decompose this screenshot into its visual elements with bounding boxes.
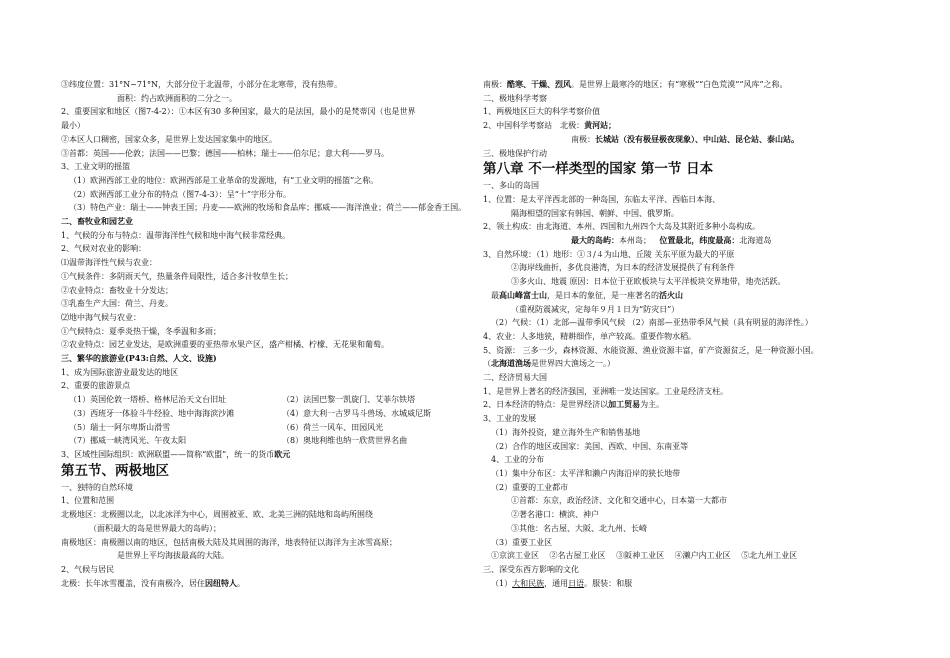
fishing-ground: 北海道渔场 <box>491 358 531 369</box>
capital-tokyo: ①首都：东京，政治经济、文化和交通中心，日本第一大都市 <box>511 496 727 506</box>
culture-end: 。服装：和服 <box>584 578 633 588</box>
disaster-day-line: （重视防震减灾，定每年９月１日为“防灾日”） <box>511 304 680 314</box>
fuji-pre: 最 <box>491 290 499 300</box>
tour-row <box>61 393 466 407</box>
countries-line-cont: 最小） <box>61 121 85 131</box>
yamato-people: 大和民族 <box>512 578 545 588</box>
tour-spot: （5）瑞士一阿尔卑斯山滑雪 <box>69 422 171 432</box>
coastline-line: ②海岸线曲折，多优良港湾，为日本的经济发展提供了有利条件 <box>511 263 735 273</box>
economy-feature-pre: 2、日本经济的特点：是世界经济以 <box>483 400 609 410</box>
japan-territory: 2、领土构成：由北海道、本州、四国和九州四个大岛及其附近多种小岛构成。 <box>483 222 761 232</box>
partner-regions: （2）合作的地区或国家：美国、西欧、中国、东南亚等 <box>491 441 689 451</box>
right-column <box>483 78 903 590</box>
tour-spot: （1）英国伦敦一塔桥、格林尼治天文台旧址 <box>69 395 227 405</box>
polar-science-heading: 二、极地科学考察 <box>483 93 547 103</box>
industrial-zone: ④濑户内工业区 <box>674 551 731 561</box>
culture-heading: 三、深受东西方影响的文化 <box>483 564 579 574</box>
overseas-investment: （1）海外投资，建立海外生产和销售基地 <box>491 427 641 437</box>
mediterranean-climate: ⑵地中海气候与农业： <box>61 312 141 322</box>
arctic-line-cont: （面积最大的岛是世界最大的岛屿）； <box>89 523 221 533</box>
industry-heading: 3、工业文明的摇篮 <box>61 162 131 172</box>
arctic-station: 黄河站； <box>584 120 617 131</box>
largest-island-label: 最大的岛屿： <box>571 235 619 246</box>
fishing-open: （ <box>483 359 491 369</box>
antarctic-line: 南极地区：南极圈以南的地区，包括南极大陆及其周围的海洋，地表特征以海洋为主冰雪高原； <box>61 537 397 547</box>
tour-row <box>61 434 466 448</box>
economy-strong: 1、是世界上著名的经济强国，亚洲唯一发达国家。工业是经济支柱。 <box>483 386 729 396</box>
industrial-zone: ①京滨工业区 <box>491 551 539 561</box>
industrial-zone: ②名古屋工业区 <box>549 551 606 561</box>
fishing-ground-line <box>483 357 903 371</box>
stations-line <box>483 119 903 133</box>
antarctic-desc: 。是世界上最寒冷的地区；有“寒极”“白色荒漠”“风库”之称。 <box>571 80 788 89</box>
industry-status: （1）欧洲西部工业的地位：欧洲西部是工业革命的发源地，有“工业文明的摇篮”之称。 <box>69 175 379 185</box>
section-heading-agriculture: 二、畜牧业和园艺业 <box>61 216 133 227</box>
arctic-climate-text: 北极：长年冰雪覆盖，没有南极冷，居住 <box>61 578 205 588</box>
population-line: ②本区人口稠密，国家众多，是世界上发达国家集中的地区。 <box>61 134 277 144</box>
polar-climate-heading: 2、气候与居民 <box>61 564 115 574</box>
fishing-desc: 是世界四大渔场之一。） <box>531 359 615 369</box>
euro-text: 欧元 <box>274 448 291 459</box>
arctic-climate-line <box>61 577 466 591</box>
antarctic-label: 南极： <box>483 80 507 89</box>
section-heading-tourism: 三、繁华的旅游业(P43:自然、人文、设施) <box>61 353 217 364</box>
antarctic-station-label: 南极： <box>571 134 595 144</box>
northernmost-label: 位置最北，纬度最高： <box>651 235 740 246</box>
polar-location-heading: 1、位置和范围 <box>61 496 115 506</box>
culture-mid: ，通用 <box>544 578 569 588</box>
climate-distribution: 1、气候的分布与特点：温带海洋性气候和地中海气候非常经典。 <box>61 230 291 240</box>
area-line: 面积：约占欧洲面积的二分之一。 <box>117 93 237 103</box>
economy-feature-end: 为主。 <box>640 400 665 410</box>
concentration-area: （1）集中分布区：太平洋和濑户内海沿岸的狭长地带 <box>491 468 681 478</box>
arctic-line: 北极地区：北极圈以北，以北冰洋为中心，周围被亚、欧、北美三洲的陆地和岛屿所围绕 <box>61 510 373 520</box>
countries-line: 2、重要国家和地区（图7-4-2）：①本区有30 多种国家，最大的是法国，最小的是梵蒂冈（也是世界 <box>61 107 416 117</box>
antarctic-stations: 长城站（没有极昼极夜现象）、中山站、昆仑站、泰山站。 <box>595 133 799 144</box>
active-volcano: 活火山 <box>659 289 683 300</box>
culture-pre: （1） <box>491 578 513 588</box>
maritime-agri: ②农业特点：畜牧业十分发达； <box>61 285 173 295</box>
antarctic-climate-line <box>483 78 903 92</box>
tour-row <box>61 421 466 435</box>
economy-heading: 二、经济贸易大国 <box>483 373 547 383</box>
left-column <box>61 78 466 590</box>
largest-island: 本州岛； <box>619 236 651 246</box>
tour-spot: （4）意大利一古罗马斗兽场、水城威尼斯 <box>282 408 432 418</box>
dairy-countries: ③乳畜生产大国：荷兰、丹麦。 <box>61 299 173 309</box>
japan-location: 1、位置：是太平洋西北部的一种岛国，东临太平洋、西临日本海、 <box>483 194 721 204</box>
japan-agriculture: 4、农业：人多地狭，精耕细作，单产较高。重要作物水稻。 <box>483 331 697 341</box>
antarctic-stations-line <box>483 133 903 147</box>
fuji-line <box>483 289 903 303</box>
chapter-title-japan: 第八章 不一样类型的国家 第一节 日本 <box>483 161 714 178</box>
famous-ports: ②著名港口：横滨、神户 <box>511 510 599 520</box>
japan-terrain: 3、自然环境：（1）地形：①３/４为山地、丘陵 关东平原为最大的平原 <box>483 249 735 259</box>
special-industries: （3）特色产业：瑞士——钟表王国；丹麦——欧洲的牧场和食品库；挪威——海洋渔业；荷兰——郁金香王国。 <box>69 203 467 213</box>
mediterranean-agri: ②农业特点：园艺业发达，是欧洲重要的亚热带水果产区，盛产柑橘、柠檬、无花果和葡萄。 <box>61 340 389 350</box>
tourism-status: 1、成为国际旅游业最发达的地区 <box>61 367 179 377</box>
fuji-name: 高山峰富士山 <box>499 289 547 300</box>
stations-label: 2、中国科学考察站 <box>483 121 553 131</box>
industry-distribution: （2）欧洲西部工业分布的特点（图7-4-3）：呈“十”字形分布。 <box>69 189 291 199</box>
tour-spot: （7）挪威一峡湾风光、午夜太阳 <box>69 436 187 446</box>
section-title-polar: 第五节、两极地区 <box>61 462 169 479</box>
industrial-zones-heading: （3）重要工业区 <box>491 537 553 547</box>
maritime-climate: ⑴温带海洋性气候与农业： <box>61 258 157 268</box>
climate-impact: 2、气候对农业的影响： <box>61 244 147 254</box>
industry-distribution-heading: 4、工业的分布 <box>491 455 545 465</box>
mediterranean-features: ①气候特点：夏季炎热干燥，冬季温和多雨； <box>61 326 221 336</box>
northernmost-island: 北海道岛 <box>739 236 772 246</box>
tour-spot: （8）奥地利维也纳一欣赏世界名曲 <box>282 436 408 446</box>
antarctic-line-cont: 是世界上平均海拔最高的大陆。 <box>117 551 229 561</box>
tour-row <box>61 407 466 421</box>
latitude-line: ③纬度位置：31°N~71°N，大部分位于北温带，小部分在北寒带，没有热带。 <box>61 80 343 89</box>
culture-line <box>483 577 903 591</box>
industrial-cities-heading: （2）重要的工业都市 <box>491 482 569 492</box>
inuit-text: 因纽特人 <box>205 577 237 588</box>
polar-nature-heading: 一、独特的自然环境 <box>61 482 133 492</box>
industrial-zone: ③阪神工业区 <box>616 551 665 561</box>
eu-line <box>61 448 466 462</box>
tourism-spots-heading: 2、重要的旅游景点 <box>61 381 131 391</box>
antarctic-features: 酷寒、干燥、烈风 <box>507 79 571 89</box>
arctic-climate-end: 。 <box>237 578 245 588</box>
processing-trade: 加工贸易 <box>608 399 641 410</box>
maritime-conditions: ①气候条件：多阴雨天气，热量条件局限性，适合多汁牧草生长； <box>61 271 293 281</box>
japan-island-heading: 一、多山的岛国 <box>483 181 539 191</box>
capitals-line: ③首都：英国——伦敦；法国——巴黎；德国——柏林；瑞士——伯尔尼；意大利——罗马。 <box>61 148 389 158</box>
largest-island-line <box>483 234 903 248</box>
industrial-zones-row <box>483 549 903 563</box>
japan-resources: 5、资源： 三多一少，森林资源、水能资源、渔业资源丰富，矿产资源贫乏，是一种资源小国。 <box>483 345 819 355</box>
japan-neighbors: 隔海相望的国家有韩国、朝鲜、中国、俄罗斯。 <box>511 208 679 218</box>
other-cities: ③其他：名古屋、大阪、北九州、长崎 <box>511 523 647 533</box>
polar-protection-heading: 三、极地保护行动 <box>483 148 547 158</box>
industry-development: 3、工业的发展 <box>483 414 537 424</box>
economy-feature-line <box>483 398 903 412</box>
science-value-line: 1、两极地区巨大的科学考察价值 <box>483 107 601 117</box>
fuji-desc: ，是日本的象征，是一座著名的 <box>547 290 659 300</box>
tour-spot: （2）法国巴黎一凯旋门、艾菲尔铁塔 <box>282 395 416 405</box>
industrial-zone: ⑤北九州工业区 <box>741 551 798 561</box>
eu-text: 3、区域性国际组织：欧洲联盟——简称“欧盟”，统一的货币 <box>61 449 275 459</box>
japanese-language: 日语 <box>568 578 585 588</box>
tour-spot: （3）西班牙一体验斗牛经验、地中海海滨沙滩 <box>69 408 235 418</box>
volcano-line: ③多火山、地震 原因：日本位于亚欧板块与太平洋板块交界地带，地壳活跃。 <box>511 277 786 287</box>
arctic-station-label: 北极： <box>560 121 585 131</box>
tour-spot: （6）荷兰一风车、田园风光 <box>282 422 384 432</box>
japan-climate: （2）气候：（1）北部—温带季风气候 （2）南部—亚热带季风气候（具有明显的海洋性。） <box>491 318 813 328</box>
